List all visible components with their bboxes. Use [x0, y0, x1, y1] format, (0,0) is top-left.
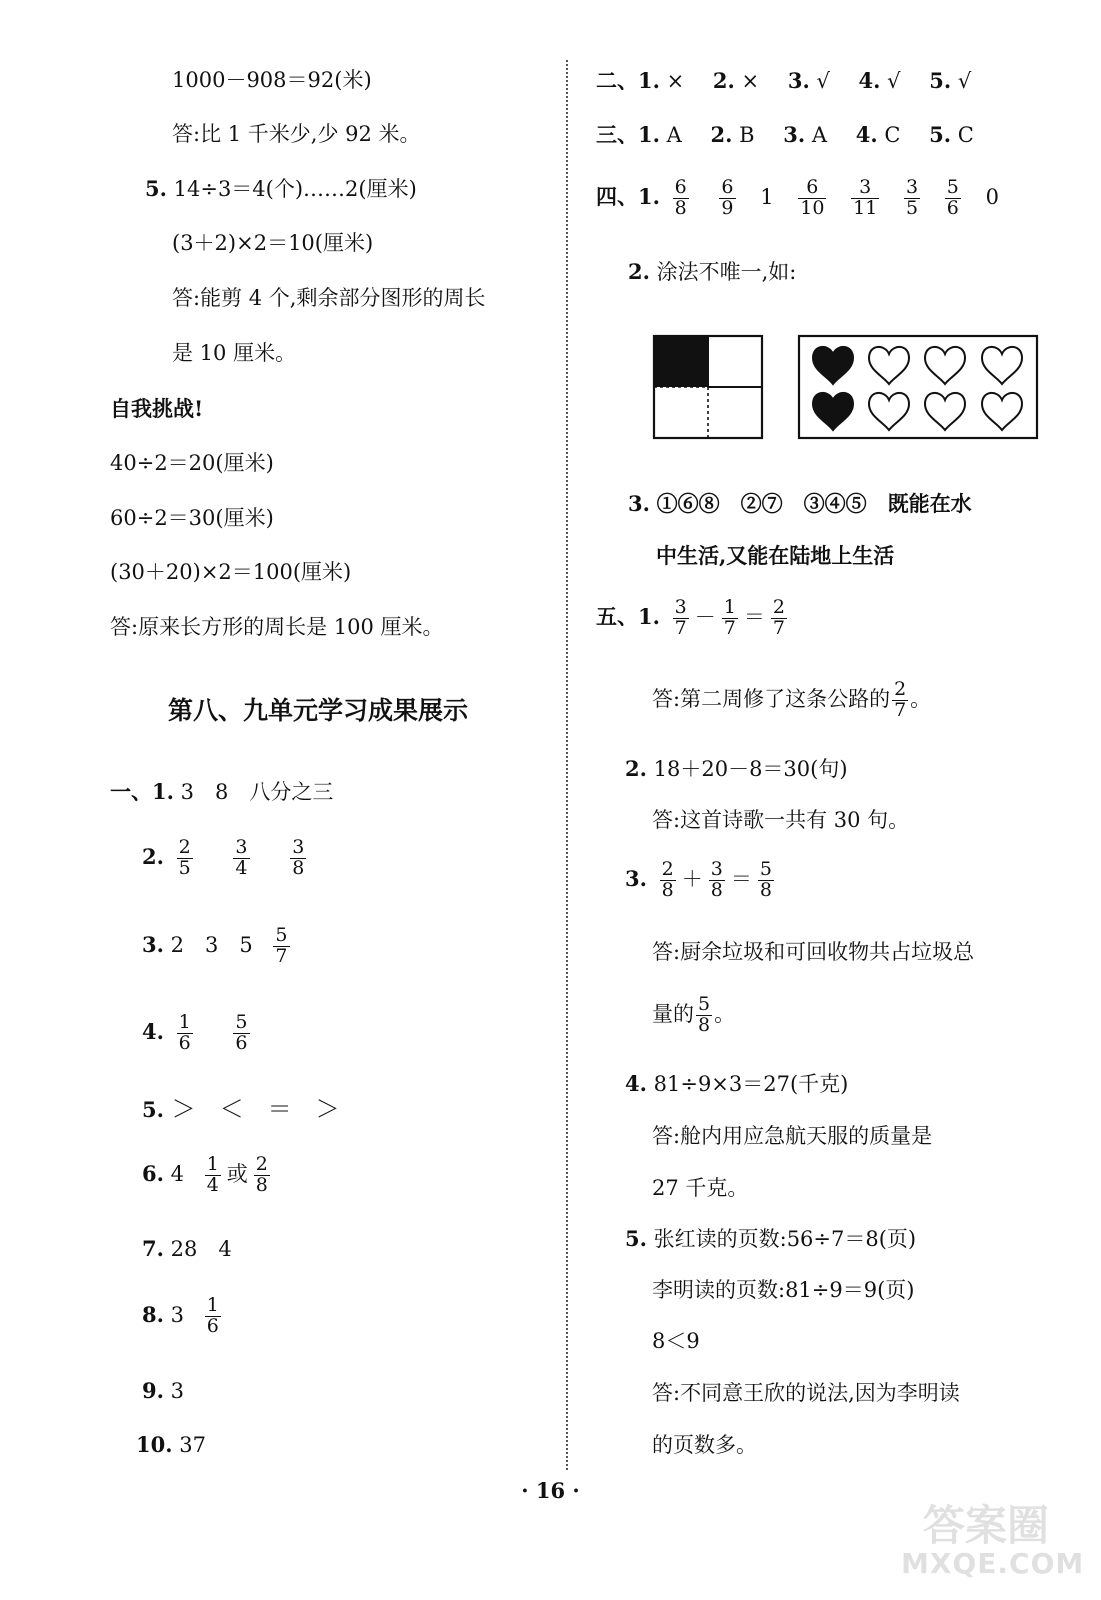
answer-4-3 [628, 493, 972, 515]
item-text: 81÷9×3＝27(千克) [653, 1072, 849, 1096]
answer-5-5-line-3: 8＜9 [652, 1329, 700, 1353]
answer-1-9 [142, 1380, 184, 1402]
fraction: $\frac{3}{11}$ [853, 176, 878, 219]
item-text: 2 3 5 [170, 932, 253, 957]
item-text: 4 [170, 1161, 184, 1186]
left-item-5 [145, 178, 417, 200]
fraction: $\frac{5}{7}$ [275, 924, 288, 967]
item-text: 37 [179, 1433, 206, 1457]
item-number: 9. [142, 1378, 164, 1403]
item-text: 28 4 [170, 1237, 232, 1261]
challenge-line-3: (30＋20)×2＝100(厘米) [110, 560, 352, 584]
item-number: 一、1. [110, 779, 174, 804]
item-number: 2. [142, 843, 164, 869]
answer-5-4-reply-cont: 27 千克。 [652, 1176, 749, 1200]
answer-1-1 [110, 781, 333, 803]
item-number: 二、1. [596, 68, 660, 93]
fraction: $\frac{6}{10}$ [800, 176, 825, 219]
fraction: $\frac{2}{8}$ [661, 858, 674, 901]
answer-1-7 [142, 1238, 232, 1260]
answer-2: 二、1. × 2. × 3. √ 4. √ 5. √ [596, 68, 972, 93]
item-number: 4. [625, 1071, 647, 1096]
item-number: 5. [625, 1226, 647, 1251]
item-number: 10. [136, 1432, 173, 1457]
fraction: $\frac{5}{8}$ [698, 993, 711, 1036]
item-number: 8. [142, 1301, 164, 1327]
item-text: 涂法不唯一,如: [656, 260, 797, 284]
fraction: $\frac{2}{5}$ [178, 836, 191, 879]
item-number: 五、1. [596, 603, 660, 629]
item-number: 5. [145, 176, 167, 201]
page-number: · 16 · [521, 1478, 580, 1503]
fraction: $\frac{1}{7}$ [723, 596, 736, 639]
item-text: 3 [170, 1302, 184, 1327]
square-fraction-figure [652, 334, 766, 442]
left-line-2: 答:比 1 千米少,少 92 米。 [172, 122, 421, 146]
item-number: 四、1. [596, 183, 660, 209]
item-number: 4. [142, 1018, 164, 1044]
challenge-line-2: 60÷2＝30(厘米) [110, 506, 274, 530]
answer-1-2 [142, 838, 312, 879]
item-number: 6. [142, 1160, 164, 1186]
fraction: $\frac{5}{8}$ [759, 858, 772, 901]
fraction: $\frac{3}{8}$ [710, 858, 723, 901]
item-number: 3. [142, 931, 164, 957]
fraction: $\frac{6}{9}$ [721, 176, 734, 219]
challenge-line-4: 答:原来长方形的周长是 100 厘米。 [110, 615, 444, 639]
item-number: 7. [142, 1236, 164, 1261]
answer-5-2-reply: 答:这首诗歌一共有 30 句。 [652, 808, 910, 832]
challenge-title: 自我挑战! [110, 396, 204, 421]
fraction: $\frac{1}{6}$ [178, 1011, 191, 1054]
answer-5-3: 3. $\frac{2}{8}$ ＋ $\frac{3}{8}$ ＝ $\frac{5}{8}$ [625, 858, 772, 901]
answer-5-3-reply-cont: 量的 $\frac{5}{8}$ 。 [652, 993, 736, 1036]
fraction: $\frac{3}{4}$ [235, 836, 248, 879]
answer-5-1-reply: 答:第二周修了这条公路的 $\frac{2}{7}$ 。 [652, 678, 932, 721]
section-title: 第八、九单元学习成果展示 [168, 696, 469, 725]
item-number: 2. [625, 756, 647, 781]
answer-1-8 [142, 1296, 227, 1337]
answer-5-2 [625, 758, 848, 780]
fraction: $\frac{6}{8}$ [674, 176, 687, 219]
hearts-fraction-figure [797, 334, 1041, 442]
fraction: $\frac{1}{4}$ [206, 1153, 219, 1196]
answer-1-5 [142, 1097, 340, 1121]
or-text: 或 [226, 1161, 248, 1186]
item-text: 3 [170, 1379, 184, 1403]
answer-5-5-reply: 答:不同意王欣的说法,因为李明读 [652, 1381, 960, 1405]
fraction: $\frac{2}{7}$ [772, 596, 785, 639]
answer-1-10 [136, 1434, 206, 1456]
answer-4-1: 四、1. $\frac{6}{8}$ $\frac{6}{9}$ 1 $\frac{6}{10}$ $\frac{3}{11}$ $\frac{3}{5}$ $\frac{5}{6}$ 0 [596, 176, 999, 219]
fraction: $\frac{3}{7}$ [674, 596, 687, 639]
left-line-1: 1000－908＝92(米) [172, 68, 372, 92]
item-text: 18＋20－8＝30(句) [653, 757, 848, 781]
fraction: $\frac{5}{6}$ [946, 176, 959, 219]
watermark-logo: 答案圈 MXQE.COM [901, 1501, 1085, 1580]
fraction: $\frac{2}{8}$ [255, 1153, 268, 1196]
fraction: $\frac{2}{7}$ [894, 678, 907, 721]
column-divider [566, 60, 568, 1470]
item-number: 5. [142, 1097, 164, 1122]
answer-3: 三、1. A 2. B 3. A 4. C 5. C [596, 122, 974, 147]
item-text: 3 8 八分之三 [180, 780, 334, 804]
answer-5-4 [625, 1073, 848, 1095]
fraction: $\frac{1}{6}$ [206, 1294, 219, 1337]
item-text: 张红读的页数:56÷7＝8(页) [653, 1227, 917, 1251]
answer-1-4 [142, 1013, 256, 1054]
answer-1-3 [142, 926, 296, 967]
answer-1-6 [142, 1155, 276, 1196]
item-number: 3. [628, 491, 650, 516]
answer-5-4-reply: 答:舱内用应急航天服的质量是 [652, 1124, 933, 1148]
item-number: 三、1. [596, 122, 660, 147]
answer-5-5-reply-cont: 的页数多。 [652, 1433, 757, 1457]
left-line-5: 答:能剪 4 个,剩余部分图形的周长 [172, 286, 486, 310]
answer-4-3-cont: 中生活,又能在陆地上生活 [656, 543, 895, 568]
shaded-quarter [654, 336, 708, 387]
fraction: $\frac{3}{8}$ [292, 836, 305, 879]
item-number: 2. [628, 259, 650, 284]
item-text: ①⑥⑧ ②⑦ ③④⑤ 既能在水 [656, 491, 972, 516]
item-number: 3. [625, 865, 647, 891]
fraction: $\frac{5}{6}$ [235, 1011, 248, 1054]
answer-5-3-reply: 答:厨余垃圾和可回收物共占垃圾总 [652, 940, 975, 964]
answer-5-1: 五、1. $\frac{3}{7}$ － $\frac{1}{7}$ ＝ $\frac{2}{7}$ [596, 596, 785, 639]
answer-5-5 [625, 1228, 916, 1250]
left-line-6: 是 10 厘米。 [172, 341, 297, 365]
item-text: ＞ ＜ ＝ ＞ [171, 1095, 340, 1123]
fraction: $\frac{3}{5}$ [906, 176, 919, 219]
challenge-line-1: 40÷2＝20(厘米) [110, 451, 274, 475]
left-line-4: (3＋2)×2＝10(厘米) [172, 231, 374, 255]
answer-4-2 [628, 261, 796, 283]
item-text: 14÷3＝4(个)……2(厘米) [173, 177, 417, 201]
answer-5-5-line-2: 李明读的页数:81÷9＝9(页) [652, 1278, 915, 1302]
